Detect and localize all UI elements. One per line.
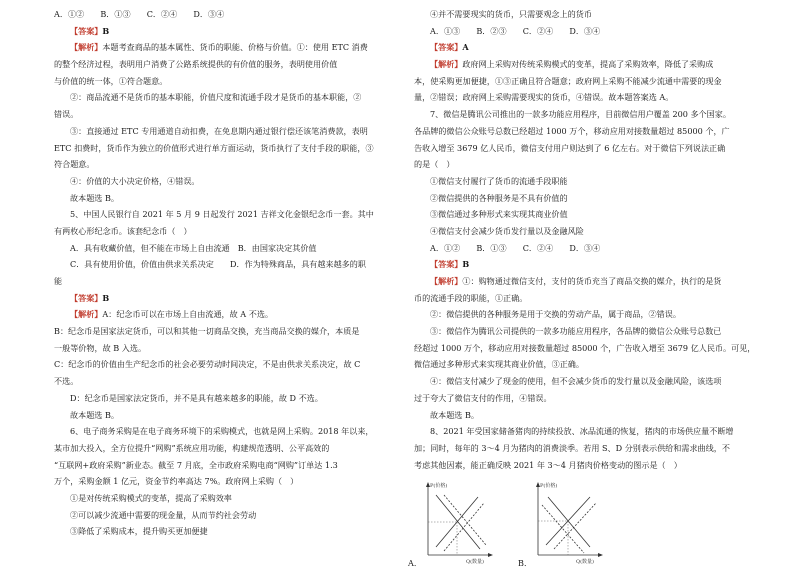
supply-demand-graph	[414, 475, 494, 567]
q6-item: ④并不需要现实的货币，只需要观念上的货币	[430, 9, 592, 19]
analysis-tag: 【解析】	[430, 276, 463, 286]
q5-option: C．具有使用价值，价值由供求关系决定 D．作为特殊商品，具有越来越多的职	[70, 259, 366, 270]
right-column	[408, 6, 757, 571]
q5-analysis-line: 不选。	[54, 376, 79, 387]
q4-analysis-line: 的整个经济过程，表明用户消费了公路系统提供的有价值的服务，表明使用价值	[54, 59, 338, 70]
q5-analysis-line: 【解析】A：纪念币可以在市场上自由流通，故 A 不选。	[70, 309, 274, 320]
answer-tag: 【答案】	[430, 42, 463, 53]
q5-analysis-line: 一般等价物，故 B 入选。	[54, 342, 147, 353]
q4-analysis-line: 故本题选 B。	[70, 192, 119, 203]
q7-analysis-line: ④：微信支付减少了现金的使用，但不会减少货币的发行量以及金融风险，该选项	[430, 376, 722, 387]
q8-stem: 8、2021 年受国家储备猪肉的持续投放、冰品流通的恢复，猪肉的市场供应量不断增	[430, 426, 734, 437]
q7-analysis-line: 币的流通手段的职能，①正确。	[414, 292, 528, 303]
q6-item: ②可以减少流通中需要的现金量，从而节约社会劳动	[70, 509, 257, 520]
q5-analysis-line: 故本题选 B。	[70, 409, 119, 420]
y-axis-label: P(价格)	[540, 483, 558, 490]
q5-analysis-line: D：纪念币是国家法定货币，并不是具有越来越多的职能，故 D 不选。	[70, 392, 323, 403]
q4-analysis-line: 【解析】本题考查商品的基本属性、货币的职能、价格与价值。①：使用 ETC 消费	[70, 42, 368, 53]
answer-tag: 【答案】	[70, 292, 103, 303]
q4-analysis-line: 与价值的统一体，①符合题意。	[54, 75, 168, 86]
q7-item: ②微信提供的各种服务是不具有价值的	[430, 192, 568, 203]
q7-stem: 7、微信是腾讯公司推出的一款多功能应用程序，目前微信用户覆盖 200 多个国家。	[430, 109, 731, 120]
q7-analysis-line: 经超过 1000 万个，移动应用对接数量超过 85000 个，广告收入增至 3679 亿人民币。可见，	[414, 342, 756, 353]
q7-analysis-line: 【解析】①：购物通过微信支付，支付的货币充当了商品交换的媒介，执行的是货	[430, 276, 722, 286]
q5-stem: 5、中国人民银行自 2021 年 5 月 9 日起发行 2021 吉祥文化金银纪念币一套。其中	[70, 209, 374, 220]
q7-options: A．①② B．①③ C．②④ D．③④	[430, 242, 601, 253]
q4-analysis-line: 错误。	[54, 109, 79, 120]
x-axis-label: Q(数量)	[576, 559, 595, 566]
q6-analysis-line: 量，②错误；政府网上采购需要现实的货币，④错误。故本题答案选 A。	[414, 92, 674, 103]
q7-item: ④微信支付会减少货币发行量以及金融风险	[430, 225, 584, 236]
q6-analysis-line: 本，使采购更加便捷，①③正确且符合题意；政府网上采购不能减少流通中需要的现金	[414, 75, 722, 86]
q6-options: A．①③ B．②③ C．②④ D．③④	[430, 25, 601, 36]
supply-demand-figure-b	[518, 475, 604, 569]
left-column	[54, 6, 397, 540]
q4-analysis-line: ②：商品流通不是货币的基本职能，价值尺度和流通手段才是货币的基本职能，②	[70, 92, 362, 103]
q7-analysis-line: ②：微信提供的各种服务是用于交换的劳动产品，属于商品，②错误。	[430, 309, 681, 320]
q7-analysis-line: 过于夸大了微信支付的作用，④错误。	[414, 392, 552, 403]
q8-stem: 加；同时，每年的 3～4 月为猪肉的消费淡季。若用 S、D 分别表示供给和需求曲线，不	[414, 442, 730, 453]
q7-stem: 的是（ ）	[414, 159, 455, 170]
q4-analysis-line: ④：价值的大小决定价格，④错误。	[70, 175, 200, 186]
q4-answer: 【答案】B	[70, 25, 110, 36]
q7-analysis-line: 微信通过多种形式来实现其商业价值，③正确。	[414, 359, 584, 370]
q5-analysis-line: B：纪念币是国家法定货币，可以和其他一切商品交换，充当商品交换的媒介，本质是	[54, 326, 360, 337]
figure-letter: A．	[408, 558, 422, 569]
supply-demand-figure-a	[408, 475, 494, 569]
y-axis-label: P(价格)	[430, 483, 448, 490]
q7-answer: 【答案】B	[430, 259, 470, 270]
q4-analysis-line: 符合题意。	[54, 159, 95, 170]
analysis-tag: 【解析】	[430, 59, 463, 70]
q7-analysis-line: ③：微信作为腾讯公司提供的一款多功能应用程序，各品牌的微信公众账号总数已	[430, 326, 722, 337]
figure-letter: B．	[518, 558, 533, 569]
q7-stem: 告收入增至 3679 亿人民币，微信支付用户则达到了 6 亿左右。对于微信下列说法正确	[414, 142, 726, 153]
q6-item: ①是对传统采购模式的变革，提高了采购效率	[70, 492, 232, 503]
q6-item: ③降低了采购成本，提升购买更加便捷	[70, 526, 208, 537]
q6-analysis-line: 【解析】政府网上采购对传统采购模式的变革，提高了采购效率，降低了采购成	[430, 59, 714, 70]
q7-item: ③微信通过多种形式来实现其商业价值	[430, 209, 568, 220]
q4-analysis-line: ETC 扣费时，货币作为独立的价值形式进行单方面运动，货币执行了支付手段的职能，③	[54, 142, 374, 153]
q6-stem: 万个，采购金额 1 亿元，资金节约率高达 7%。政府网上采购（ ）	[54, 476, 299, 487]
q6-stem: 6、电子商务采购是在电子商务环境下的采购模式，也就是网上采购。2018 年以来，	[70, 426, 374, 437]
q6-stem: “互联网+政府采购”新业态。截至 7 月底，全市政府采购电商“网购”订单达 1.3	[54, 459, 338, 470]
q7-analysis-line: 故本题选 B。	[430, 409, 479, 420]
q5-answer: 【答案】B	[70, 292, 110, 303]
q6-stem: 某市加大投入，全方位提升“网购”系统应用功能，构建规范透明、公平高效的	[54, 442, 330, 453]
supply-demand-graph	[524, 475, 604, 567]
q7-stem: 各品牌的微信公众账号总数已经超过 1000 万个，移动应用对接数量超过 85000 个，广	[414, 125, 730, 136]
answer-tag: 【答案】	[430, 259, 463, 270]
x-axis-label: Q(数量)	[466, 559, 485, 566]
q5-option: A．具有收藏价值，但不能在市场上自由流通 B．由国家决定其价值	[70, 242, 317, 253]
q4-options: A．①② B．①③ C．②④ D．③④	[54, 9, 225, 19]
q8-stem: 考虑其他因素，能正确反映 2021 年 3～4 月猪肉价格变动的图示是（ ）	[414, 459, 682, 470]
q7-item: ①微信支付履行了货币的流通手段职能	[430, 175, 568, 186]
answer-tag: 【答案】	[70, 25, 103, 36]
q5-stem: 有两枚心形纪念币。该套纪念币（ ）	[54, 225, 192, 236]
analysis-tag: 【解析】	[70, 42, 103, 53]
q4-analysis-line: ③：直接通过 ETC 专用通道自动扣费，在免息期内通过银行偿还该笔消费款，表明	[70, 125, 368, 136]
q5-analysis-line: C：纪念币的价值由生产纪念币的社会必要劳动时间决定，不是由供求关系决定，故 C	[54, 359, 361, 370]
q5-option: 能	[54, 276, 63, 286]
q8-figures	[408, 475, 757, 571]
analysis-tag: 【解析】	[70, 309, 103, 320]
q6-answer: 【答案】A	[430, 42, 469, 53]
